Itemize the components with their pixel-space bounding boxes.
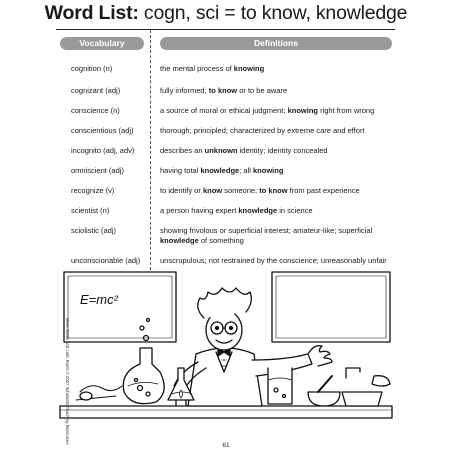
definition-segment: unscrupulous; not restrained by the conscience; unreasonably unfair (160, 256, 387, 265)
burner-flame (180, 390, 183, 398)
vocabulary-term: conscience (n) (71, 106, 120, 115)
vocabulary-term: incognito (adj, adv) (71, 146, 135, 155)
mortar (308, 392, 340, 406)
root-word-highlight: know (202, 186, 223, 195)
chalkboard-equation: E=mc² (80, 292, 118, 307)
definition-segment: having total (160, 166, 201, 175)
definition-segment: thorough; principled; characterized by extreme care and effort (160, 126, 365, 135)
lab-counter (60, 406, 392, 418)
vocabulary-term: sciolistic (adj) (71, 226, 117, 235)
definition-segment: describes an (160, 146, 205, 155)
root-word-highlight: knowing (252, 166, 284, 175)
sink (342, 392, 382, 406)
title-bold: Word List: (44, 2, 139, 24)
root-word-highlight: to know (259, 186, 288, 195)
vocabulary-term: unconscionable (adj) (71, 256, 141, 265)
definition-segment: the mental process of (160, 64, 234, 73)
definition-segment: to identify or (160, 186, 203, 195)
right-chalkboard (272, 272, 390, 342)
definition-segment: a person having expert (160, 206, 239, 215)
definition-text (160, 106, 400, 116)
vocabulary-term: conscientious (adj) (71, 126, 134, 135)
definition-text (160, 256, 400, 266)
definition-text (160, 226, 400, 246)
page-title (0, 2, 452, 25)
vocabulary-term: cognition (n) (71, 64, 113, 73)
round-flask (123, 348, 164, 404)
definition-text (160, 126, 400, 136)
definition-segment: or to be aware (237, 86, 288, 95)
root-word-highlight: knowing (287, 106, 318, 115)
column-divider (150, 30, 151, 275)
root-word-highlight: unknown (204, 146, 238, 155)
definition-segment: ; all (239, 166, 253, 175)
left-chalkboard (64, 272, 176, 342)
vocabulary-term: recognize (v) (71, 186, 115, 195)
definition-segment: fully informed; (160, 86, 209, 95)
page-number: 61 (222, 442, 230, 449)
valve-knob (80, 392, 92, 400)
definition-text (160, 186, 400, 196)
wild-hair (198, 288, 252, 318)
rubber-tubing (80, 386, 122, 392)
root-word-highlight: knowledge (200, 166, 240, 175)
faucet (346, 368, 360, 378)
beaker (268, 368, 292, 404)
root-word-highlight: to know (208, 86, 238, 95)
definition-text (160, 86, 400, 96)
definition-segment: from past experience (287, 186, 360, 195)
definition-segment: right from wrong (317, 106, 375, 115)
definition-text (160, 206, 400, 216)
definitions-header: Definitions (160, 37, 392, 50)
definition-segment: someone; (222, 186, 260, 195)
definition-segment: a source of moral or ethical judgment; (160, 106, 288, 115)
shoe (372, 376, 390, 386)
definition-segment: identity; identity concealed (237, 146, 328, 155)
vocabulary-term: cognizant (adj) (71, 86, 121, 95)
title-rule (56, 29, 395, 30)
definition-segment: of something (198, 236, 244, 245)
scientist-illustration (56, 268, 396, 445)
definition-text (160, 146, 400, 156)
definition-text (160, 64, 400, 74)
vocabulary-term: omniscient (adj) (71, 166, 124, 175)
definition-text (160, 166, 400, 176)
vocabulary-term: scientist (n) (71, 206, 110, 215)
side-credit: More Greek and Latin Roots © 2007 Scholastic Teaching Resources (65, 318, 70, 445)
root-word-highlight: knowledge (238, 206, 278, 215)
definition-segment: showing frivolous or superficial interest; amateur-like; superficial (160, 226, 373, 235)
root-word-highlight: knowledge (160, 236, 199, 245)
lab-coat (188, 348, 262, 406)
root-word-highlight: knowing (233, 64, 265, 73)
definition-segment: in science (277, 206, 313, 215)
vocabulary-header: Vocabulary (60, 37, 144, 50)
title-rest: cogn, sci = to know, knowledge (138, 2, 408, 24)
